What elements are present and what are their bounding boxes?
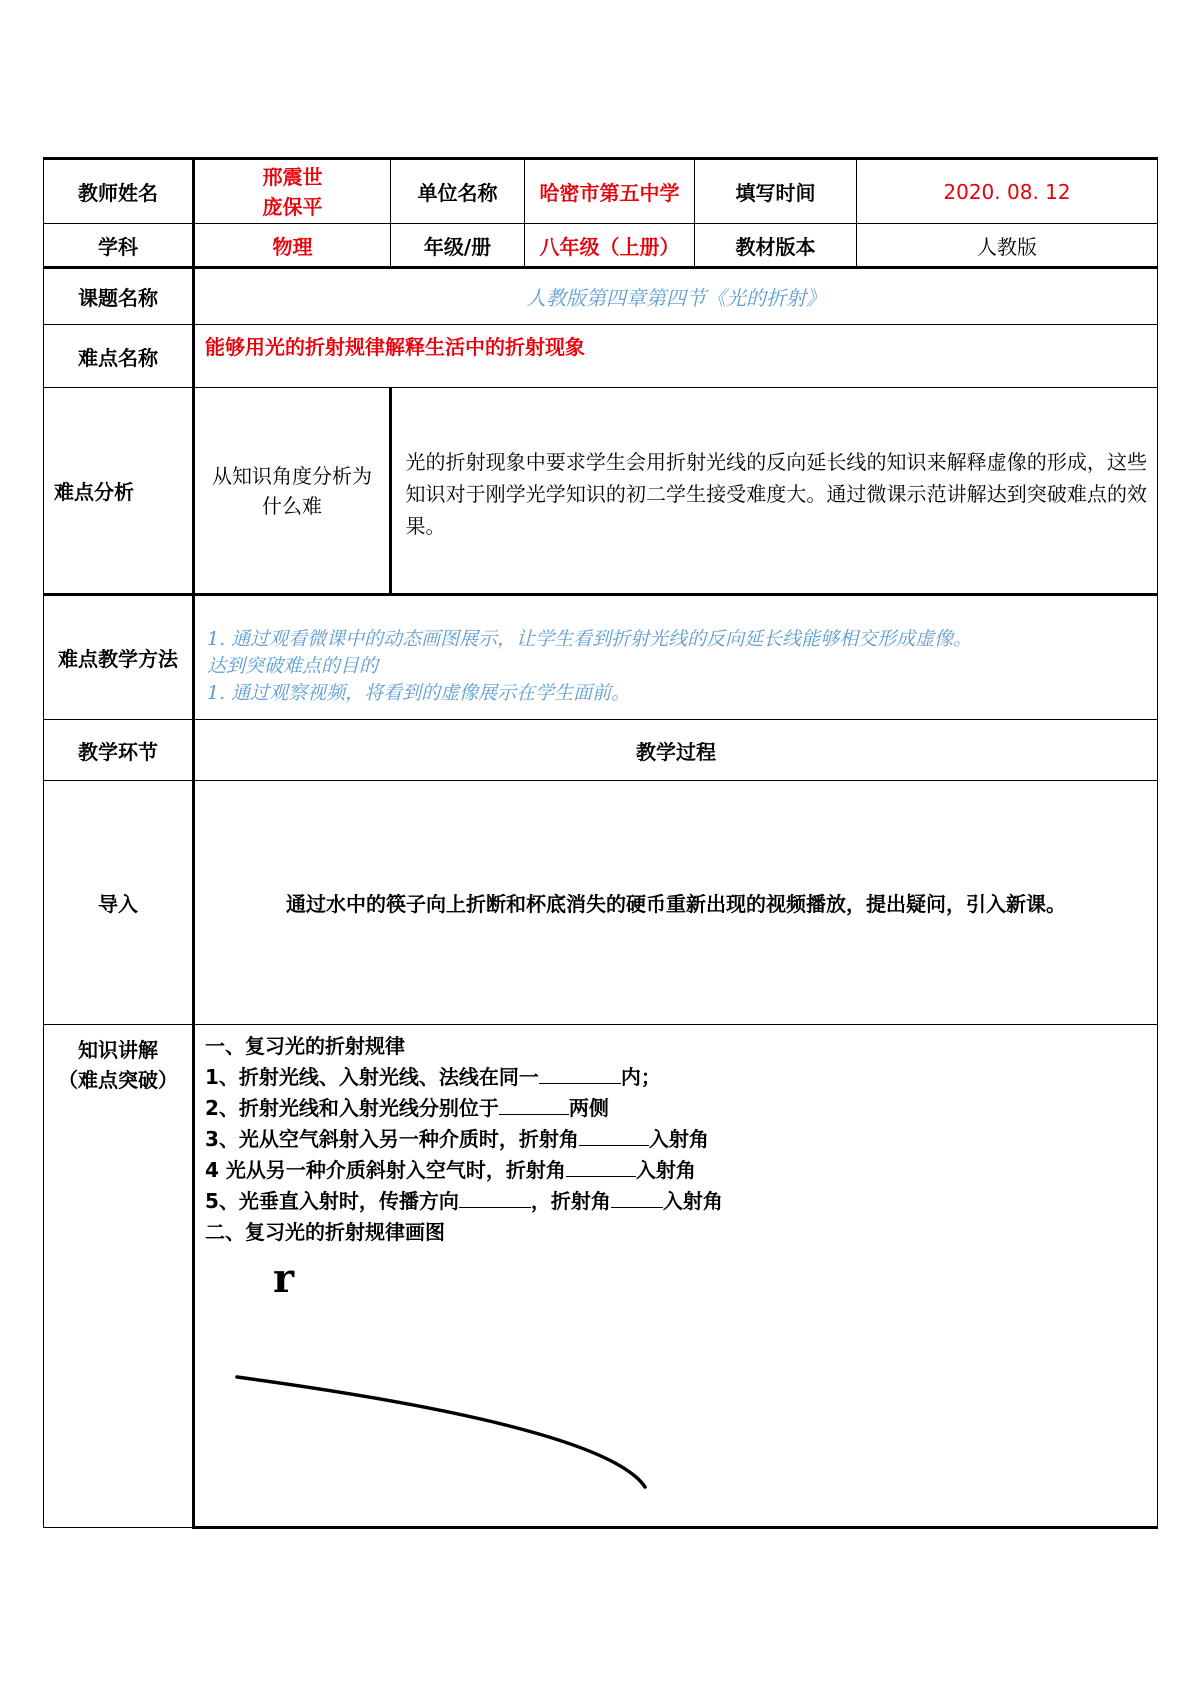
refraction-drawing bbox=[195, 1025, 1155, 1525]
teacher-name-2: 庞保平 bbox=[262, 194, 323, 219]
analysis-label: 难点分析 bbox=[44, 388, 194, 595]
subject-label: 学科 bbox=[44, 224, 194, 268]
unit-value: 哈密市第五中学 bbox=[525, 159, 695, 224]
rule-item-4-suffix: 入射角 bbox=[635, 1158, 696, 1182]
topic-label: 课题名称 bbox=[44, 268, 194, 325]
unit-label: 单位名称 bbox=[391, 159, 525, 224]
rule-item-2-suffix: 两侧 bbox=[568, 1096, 609, 1120]
edition-label: 教材版本 bbox=[695, 224, 857, 268]
topic-value: 人教版第四章第四节《光的折射》 bbox=[194, 268, 1158, 325]
grade-label: 年级/册 bbox=[391, 224, 525, 268]
rule-item-1-suffix: 内； bbox=[620, 1065, 661, 1089]
subject-value: 物理 bbox=[194, 224, 391, 268]
knowledge-label-line-2: （难点突破） bbox=[58, 1068, 178, 1092]
section-2-title: 二、复习光的折射规律画图 bbox=[205, 1220, 445, 1244]
teacher-name-label: 教师姓名 bbox=[44, 159, 194, 224]
difficulty-value: 能够用光的折射规律解释生活中的折射现象 bbox=[194, 325, 1158, 388]
process-value: 教学过程 bbox=[194, 720, 1158, 781]
intro-text: 通过水中的筷子向上折断和杯底消失的硬币重新出现的视频播放，提出疑问，引入新课。 bbox=[194, 781, 1158, 1025]
method-content bbox=[194, 595, 1158, 720]
method-label: 难点教学方法 bbox=[44, 595, 194, 720]
method-line-2: 达到突破难点的目的 bbox=[207, 655, 379, 677]
knowledge-label bbox=[44, 1025, 194, 1528]
date-value: 2020. 08. 12 bbox=[857, 159, 1158, 224]
rule-item-3-suffix: 入射角 bbox=[648, 1127, 709, 1151]
method-line-3: 1. 通过观察视频，将看到的虚像展示在学生面前。 bbox=[207, 682, 631, 704]
analysis-sublabel-line-2: 什么难 bbox=[262, 493, 322, 518]
knowledge-label-line-1: 知识讲解 bbox=[78, 1038, 158, 1062]
teacher-names bbox=[194, 159, 391, 224]
rule-item-1-text: 1、折射光线、入射光线、法线在同一 bbox=[205, 1065, 539, 1089]
section-1-title: 一、复习光的折射规律 bbox=[205, 1034, 405, 1058]
process-label: 教学环节 bbox=[44, 720, 194, 781]
rule-item-5-middle: ，折射角 bbox=[530, 1189, 611, 1213]
rule-item-3-text: 3、光从空气斜射入另一种介质时，折射角 bbox=[205, 1127, 579, 1151]
rule-item-2-text: 2、折射光线和入射光线分别位于 bbox=[205, 1096, 499, 1120]
analysis-sublabel bbox=[194, 388, 391, 595]
lesson-plan-table bbox=[43, 157, 1158, 1529]
figure-letter-r: r bbox=[273, 1255, 295, 1302]
difficulty-label: 难点名称 bbox=[44, 325, 194, 388]
date-label: 填写时间 bbox=[695, 159, 857, 224]
method-line-1: 1. 通过观看微课中的动态画图展示，让学生看到折射光线的反向延长线能够相交形成虚像。 bbox=[207, 628, 973, 650]
grade-value: 八年级（上册） bbox=[525, 224, 695, 268]
rule-item-4-text: 4 光从另一种介质斜射入空气时，折射角 bbox=[205, 1158, 566, 1182]
analysis-sublabel-line-1: 从知识角度分析为 bbox=[212, 463, 372, 488]
teacher-name-1: 邢震世 bbox=[262, 164, 323, 189]
rule-item-5-text: 5、光垂直入射时，传播方向 bbox=[205, 1189, 459, 1213]
drawing-curve bbox=[237, 1377, 645, 1487]
edition-value: 人教版 bbox=[857, 224, 1158, 268]
analysis-text: 光的折射现象中要求学生会用折射光线的反向延长线的知识来解释虚像的形成，这些知识对于刚学光学知识的初二学生接受难度大。通过微课示范讲解达到突破难点的效果。 bbox=[396, 388, 1158, 595]
knowledge-content bbox=[194, 1025, 1158, 1528]
intro-label: 导入 bbox=[44, 781, 194, 1025]
rule-item-5-suffix: 入射角 bbox=[662, 1189, 723, 1213]
